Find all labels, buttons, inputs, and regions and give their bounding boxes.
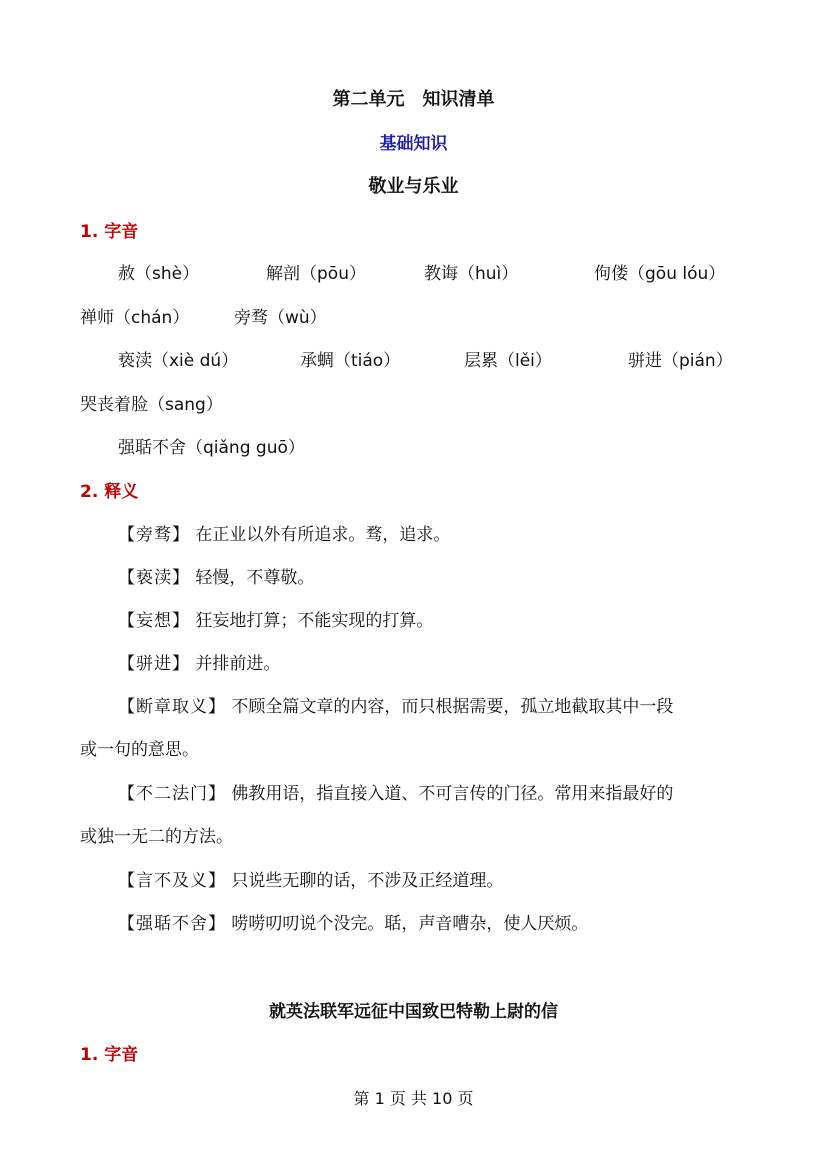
definition-term: 【旁骛】 — [118, 525, 190, 545]
definition-item — [118, 523, 450, 547]
lesson2-title: 就英法联军远征中国致巴特勒上尉的信 — [269, 1002, 558, 1022]
pron-item: 承蜩（tiáo） — [300, 351, 401, 371]
definition-continuation: 或独一无二的方法。 — [80, 827, 233, 847]
definition-term: 【断章取义】 — [118, 697, 226, 717]
lesson1-section-definitions: 2. 释义 — [80, 482, 139, 502]
lesson1-title: 敬业与乐业 — [368, 176, 459, 197]
definition-text: 唠唠叨叨说个没完。聒，声音嘈杂，使人厌烦。 — [231, 914, 589, 934]
definition-item — [118, 912, 588, 936]
definition-text: 在正业以外有所追求。骛，追求。 — [195, 525, 451, 545]
definition-text: 只说些无聊的话，不涉及正经道理。 — [231, 871, 504, 891]
pron-item: 教诲（huì） — [424, 264, 519, 284]
pron-item: 禅师（chán） — [80, 308, 190, 328]
pron-item: 骈进（pián） — [628, 351, 733, 371]
pron-item: 旁骛（wù） — [234, 308, 327, 328]
category-heading: 基础知识 — [379, 134, 448, 154]
pron-item: 层累（lěi） — [464, 351, 552, 371]
definition-item — [118, 566, 314, 590]
pron-item: 佝偻（gōu lóu） — [594, 264, 726, 284]
page-footer: 第 1 页 共 10 页 — [353, 1089, 474, 1108]
definition-term: 【言不及义】 — [118, 871, 226, 891]
pron-item: 解剖（pōu） — [266, 264, 366, 284]
definition-item — [118, 869, 503, 893]
lesson2-section-pronunciation: 1. 字音 — [80, 1045, 139, 1065]
definition-item — [118, 695, 673, 719]
pron-item: 亵渎（xiè dú） — [118, 351, 239, 371]
definition-term: 【强聒不舍】 — [118, 914, 226, 934]
definition-term: 【骈进】 — [118, 654, 190, 674]
definition-text: 轻慢，不尊敬。 — [195, 568, 315, 588]
lesson1-section-pronunciation: 1. 字音 — [80, 222, 139, 242]
definition-term: 【妄想】 — [118, 611, 190, 631]
definition-item — [118, 782, 673, 806]
page-title: 第二单元 知识清单 — [332, 89, 495, 110]
definition-text: 并排前进。 — [195, 654, 281, 674]
pron-item: 强聒不舍（qiǎng guō） — [118, 438, 305, 458]
definition-term: 【不二法门】 — [118, 784, 226, 804]
definition-text: 狂妄地打算；不能实现的打算。 — [195, 611, 434, 631]
definition-item — [118, 652, 280, 676]
definition-text: 不顾全篇文章的内容，而只根据需要，孤立地截取其中一段 — [231, 697, 674, 717]
definition-item — [118, 609, 433, 633]
pron-item: 赦（shè） — [118, 264, 200, 284]
definition-continuation: 或一句的意思。 — [80, 740, 199, 760]
definition-text: 佛教用语，指直接入道、不可言传的门径。常用来指最好的 — [231, 784, 674, 804]
pron-item: 哭丧着脸（sang） — [80, 395, 223, 415]
definition-term: 【亵渎】 — [118, 568, 190, 588]
